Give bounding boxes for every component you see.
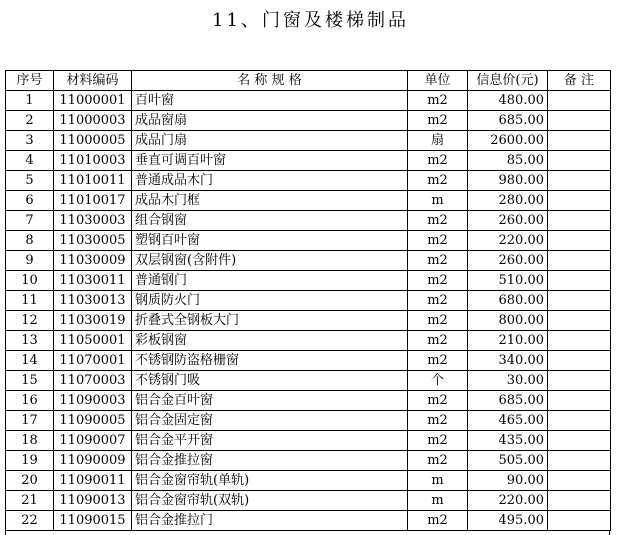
row-number-cell: 2 [6, 111, 54, 131]
price-cell: 2600.00 [468, 131, 548, 151]
note-cell [548, 491, 611, 511]
row-number-cell: 19 [6, 451, 54, 471]
note-cell [548, 411, 611, 431]
material-code-cell: 11030009 [54, 251, 132, 271]
unit-cell: m2 [408, 431, 468, 451]
price-cell: 480.00 [468, 91, 548, 111]
note-cell [548, 511, 611, 531]
price-cell: 30.00 [468, 371, 548, 391]
note-cell [548, 211, 611, 231]
unit-cell: m2 [408, 211, 468, 231]
unit-cell: m2 [408, 91, 468, 111]
header-price: 信息价(元) [468, 71, 548, 91]
material-code-cell: 11090013 [54, 491, 132, 511]
price-cell: 90.00 [468, 471, 548, 491]
table-row [6, 311, 611, 331]
row-number-cell: 10 [6, 271, 54, 291]
unit-cell: m2 [408, 311, 468, 331]
note-cell [548, 451, 611, 471]
row-number-cell: 21 [6, 491, 54, 511]
material-code-cell: 11000001 [54, 91, 132, 111]
table-row [6, 171, 611, 191]
note-cell [548, 91, 611, 111]
material-code-cell: 11010011 [54, 171, 132, 191]
item-name-cell: 普通钢门 [132, 271, 408, 291]
unit-cell: m2 [408, 151, 468, 171]
price-cell: 280.00 [468, 191, 548, 211]
material-code-cell: 11090005 [54, 411, 132, 431]
price-cell: 510.00 [468, 271, 548, 291]
table-row [6, 131, 611, 151]
material-code-cell: 11070003 [54, 371, 132, 391]
material-code-cell: 11090003 [54, 391, 132, 411]
price-cell: 220.00 [468, 231, 548, 251]
note-cell [548, 331, 611, 351]
item-name-cell: 铝合金窗帘轨(双轨) [132, 491, 408, 511]
item-name-cell: 普通成品木门 [132, 171, 408, 191]
header-unit: 单位 [408, 71, 468, 91]
table-row [6, 251, 611, 271]
row-number-cell: 7 [6, 211, 54, 231]
table-row [6, 411, 611, 431]
row-number-cell: 6 [6, 191, 54, 211]
item-name-cell: 铝合金固定窗 [132, 411, 408, 431]
unit-cell: m [408, 191, 468, 211]
item-name-cell: 不锈钢防盗格栅窗 [132, 351, 408, 371]
page-title: 11、门窗及楼梯制品 [212, 10, 409, 31]
price-cell: 340.00 [468, 351, 548, 371]
material-code-cell: 11090007 [54, 431, 132, 451]
table-row [6, 431, 611, 451]
table-row [6, 471, 611, 491]
note-cell [548, 291, 611, 311]
row-number-cell: 14 [6, 351, 54, 371]
unit-cell: m2 [408, 231, 468, 251]
header-code: 材料编码 [54, 71, 132, 91]
item-name-cell: 铝合金平开窗 [132, 431, 408, 451]
note-cell [548, 391, 611, 411]
row-number-cell: 3 [6, 131, 54, 151]
row-number-cell: 1 [6, 91, 54, 111]
unit-cell: m2 [408, 411, 468, 431]
material-code-cell: 11090015 [54, 511, 132, 531]
price-cell: 685.00 [468, 111, 548, 131]
material-code-cell: 11030005 [54, 231, 132, 251]
item-name-cell: 百叶窗 [132, 91, 408, 111]
material-code-cell: 11010017 [54, 191, 132, 211]
price-cell: 800.00 [468, 311, 548, 331]
material-code-cell: 11000003 [54, 111, 132, 131]
price-cell: 505.00 [468, 451, 548, 471]
item-name-cell: 铝合金窗帘轨(单轨) [132, 471, 408, 491]
note-cell [548, 111, 611, 131]
table-row [6, 371, 611, 391]
table-row [6, 231, 611, 251]
table-row [6, 211, 611, 231]
unit-cell: m2 [408, 171, 468, 191]
item-name-cell: 成品门扇 [132, 131, 408, 151]
row-number-cell: 4 [6, 151, 54, 171]
unit-cell: m2 [408, 351, 468, 371]
material-code-cell: 11030003 [54, 211, 132, 231]
unit-cell: m2 [408, 331, 468, 351]
price-cell: 980.00 [468, 171, 548, 191]
unit-cell: m2 [408, 291, 468, 311]
table-row [6, 151, 611, 171]
material-code-cell: 11010003 [54, 151, 132, 171]
unit-cell: m2 [408, 271, 468, 291]
note-cell [548, 271, 611, 291]
row-number-cell: 12 [6, 311, 54, 331]
table-row [6, 271, 611, 291]
unit-cell: m [408, 471, 468, 491]
material-code-cell: 11050001 [54, 331, 132, 351]
row-number-cell: 22 [6, 511, 54, 531]
price-cell: 210.00 [468, 331, 548, 351]
row-number-cell: 9 [6, 251, 54, 271]
unit-cell: m [408, 491, 468, 511]
note-cell [548, 191, 611, 211]
note-cell [548, 151, 611, 171]
item-name-cell: 彩板钢窗 [132, 331, 408, 351]
price-cell: 680.00 [468, 291, 548, 311]
item-name-cell: 组合钢窗 [132, 211, 408, 231]
price-cell: 220.00 [468, 491, 548, 511]
price-table [5, 70, 611, 531]
item-name-cell: 垂直可调百叶窗 [132, 151, 408, 171]
unit-cell: m2 [408, 511, 468, 531]
item-name-cell: 铝合金百叶窗 [132, 391, 408, 411]
item-name-cell: 塑钢百叶窗 [132, 231, 408, 251]
material-code-cell: 11090009 [54, 451, 132, 471]
table-row [6, 331, 611, 351]
note-cell [548, 371, 611, 391]
item-name-cell: 成品窗扇 [132, 111, 408, 131]
note-cell [548, 351, 611, 371]
header-no: 序号 [6, 71, 54, 91]
item-name-cell: 不锈钢门吸 [132, 371, 408, 391]
material-code-cell: 11000005 [54, 131, 132, 151]
item-name-cell: 铝合金推拉门 [132, 511, 408, 531]
item-name-cell: 铝合金推拉窗 [132, 451, 408, 471]
unit-cell: m2 [408, 451, 468, 471]
price-cell: 685.00 [468, 391, 548, 411]
item-name-cell: 双层钢窗(含附件) [132, 251, 408, 271]
table-continuation [5, 531, 610, 535]
price-cell: 495.00 [468, 511, 548, 531]
row-number-cell: 8 [6, 231, 54, 251]
item-name-cell: 钢质防火门 [132, 291, 408, 311]
table-row [6, 111, 611, 131]
item-name-cell: 折叠式全钢板大门 [132, 311, 408, 331]
row-number-cell: 11 [6, 291, 54, 311]
unit-cell: 扇 [408, 131, 468, 151]
table-row [6, 191, 611, 211]
row-number-cell: 17 [6, 411, 54, 431]
row-number-cell: 16 [6, 391, 54, 411]
table-row [6, 291, 611, 311]
note-cell [548, 311, 611, 331]
price-cell: 260.00 [468, 251, 548, 271]
unit-cell: m2 [408, 251, 468, 271]
material-code-cell: 11090011 [54, 471, 132, 491]
header-note: 备 注 [548, 71, 611, 91]
row-number-cell: 13 [6, 331, 54, 351]
row-number-cell: 18 [6, 431, 54, 451]
table-row [6, 91, 611, 111]
material-code-cell: 11070001 [54, 351, 132, 371]
row-number-cell: 15 [6, 371, 54, 391]
unit-cell: 个 [408, 371, 468, 391]
table-row [6, 391, 611, 411]
table-row [6, 451, 611, 471]
item-name-cell: 成品木门框 [132, 191, 408, 211]
note-cell [548, 131, 611, 151]
note-cell [548, 231, 611, 251]
header-row [6, 71, 611, 91]
price-cell: 465.00 [468, 411, 548, 431]
row-number-cell: 20 [6, 471, 54, 491]
note-cell [548, 471, 611, 491]
row-number-cell: 5 [6, 171, 54, 191]
material-code-cell: 11030019 [54, 311, 132, 331]
note-cell [548, 171, 611, 191]
table-row [6, 511, 611, 531]
unit-cell: m2 [408, 111, 468, 131]
header-name: 名 称 规 格 [132, 71, 408, 91]
note-cell [548, 251, 611, 271]
table-row [6, 351, 611, 371]
material-code-cell: 11030011 [54, 271, 132, 291]
unit-cell: m2 [408, 391, 468, 411]
price-cell: 85.00 [468, 151, 548, 171]
price-cell: 260.00 [468, 211, 548, 231]
material-code-cell: 11030013 [54, 291, 132, 311]
price-cell: 435.00 [468, 431, 548, 451]
table-row [6, 491, 611, 511]
note-cell [548, 431, 611, 451]
